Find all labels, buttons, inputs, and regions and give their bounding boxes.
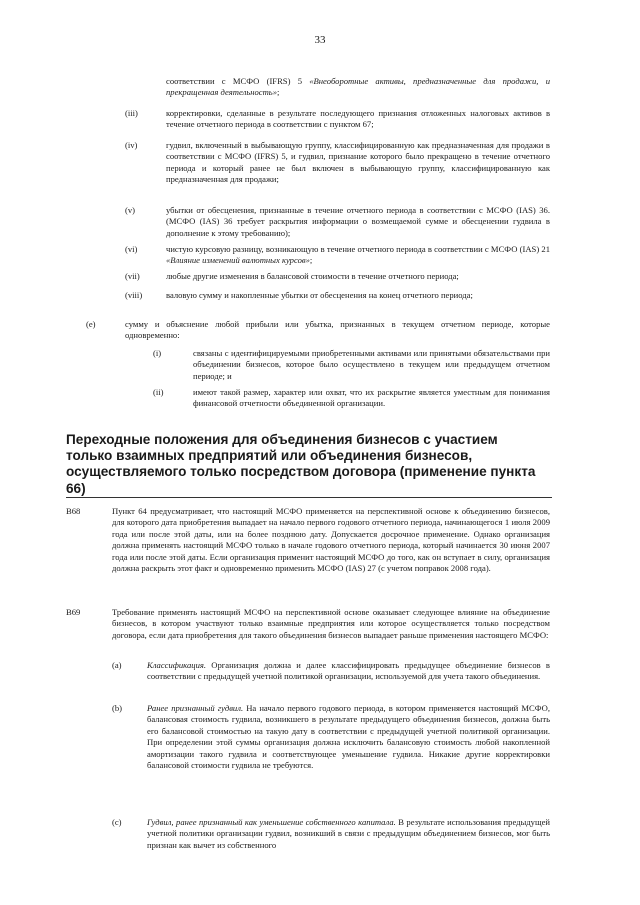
- paragraph-number: B69: [66, 607, 81, 617]
- list-marker: (viii): [125, 290, 143, 300]
- list-marker: (iv): [125, 140, 138, 150]
- list-item: гудвил, включенный в выбывающую группу, классифицированную как предназначенная для продажи в соответствии с МСФО (IFRS) 5, и гудвил, признание которого было прекращено в течение отчетного периода и который ранее не был включен в выбывающую группу, классифицированную как предназначенная для продажи;: [166, 140, 550, 185]
- list-item: убытки от обесценения, признанные в течение отчетного периода в соответствии с МСФО (IAS) 36. (МСФО (IAS) 36 требует раскрытия информации о возмещаемой сумме и обесценении гудвила в дополнение к этому требованию);: [166, 205, 550, 238]
- paragraph-number: B68: [66, 506, 81, 516]
- page-number: 33: [314, 34, 326, 46]
- list-marker: (b): [112, 703, 123, 713]
- list-item: корректировки, сделанные в результате последующего признания отложенных налоговых активов в течение отчетного периода в соответствии с пунктом 67;: [166, 108, 550, 130]
- list-item: имеют такой размер, характер или охват, что их раскрытие является уместным для понимания финансовой отчетности объединенной организации.: [193, 387, 550, 409]
- list-marker: (iii): [125, 108, 138, 118]
- list-marker: (vii): [125, 271, 140, 281]
- paragraph: Требование применять настоящий МСФО на перспективной основе оказывает следующее влияние на объединение бизнесов, в котором участвуют только взаимные предприятия или которое осуществляется только посредством договора, если дата приобретения для такого объединения бизнесов выпадает раньше применения настоящего МСФО:: [112, 607, 550, 640]
- paragraph: Пункт 64 предусматривает, что настоящий МСФО применяется на перспективной основе к объединению бизнесов, для которого дата приобретения выпадает на начало первого годового отчетного периода, начинающегося 1 июля 2009 года или после этой даты, или на более позднюю дату. Допускается досрочное применение. Однако организация должна применять настоящий МСФО только в начале годового отчетного периода, который начинается 30 июня 2007 года или после этой даты. Если организация применит настоящий МСФО до того, как он вступает в силу, организация должна раскрыть этот факт и одновременно применить МСФО (IAS) 27 (с учетом поправок 2008 года).: [112, 506, 550, 574]
- list-item: любые другие изменения в балансовой стоимости в течение отчетного периода;: [166, 271, 459, 281]
- list-marker: (vi): [125, 244, 138, 254]
- list-marker: (a): [112, 660, 122, 670]
- list-item: чистую курсовую разницу, возникающую в течение отчетного периода в соответствии с МСФО (IAS) 21 «Влияние изменений валютных курсов»;: [166, 244, 550, 266]
- list-item: валовую сумму и накопленные убытки от обесценения на конец отчетного периода;: [166, 290, 473, 300]
- list-marker: (c): [112, 817, 122, 827]
- list-item: Классификация. Организация должна и далее классифицировать предыдущее объединение бизнесов в соответствии с предыдущей учетной политикой организации, используемой для учета такого объединения.: [147, 660, 550, 682]
- list-item-continuation: соответствии с МСФО (IFRS) 5 «Внеоборотные активы, предназначенные для продажи, и прекращенная деятельность»;: [166, 76, 550, 98]
- list-item: связаны с идентифицируемыми приобретенными активами или принятыми обязательствами при объединении бизнесов, которое было осуществлено в текущем или предыдущем отчетном периоде; и: [193, 348, 550, 381]
- list-item: сумму и объяснение любой прибыли или убытка, признанных в текущем отчетном периоде, которые одновременно:: [125, 319, 550, 341]
- list-item: Ранее признанный гудвил. На начало первого годового периода, в котором применяется настоящий МСФО, балансовая стоимость гудвила, возникшего в результате предыдущего объединения бизнесов, должна быть его балансовой стоимостью на такую дату в соответствии с предыдущей учетной политикой организации. При определении этой суммы организация должна исключить балансовую стоимость любой накопленной амортизации такого гудвила и соответствующее уменьшение гудвила. Никакие другие корректировки балансовой стоимости гудвила не требуются.: [147, 703, 550, 771]
- section-heading: Переходные положения для объединения бизнесов с участием только взаимных предприятий или объединения бизнесов, осуществляемого только посредством договора (применение пункта 66): [66, 432, 536, 496]
- list-marker: (i): [153, 348, 162, 358]
- list-item: Гудвил, ранее признанный как уменьшение собственного капитала. В результате использования предыдущей учетной политики организации гудвил, возникший в связи с предыдущим объединением бизнесов, мог быть признан как вычет из собственного: [147, 817, 550, 850]
- heading-rule: [66, 497, 552, 498]
- list-marker: (ii): [153, 387, 164, 397]
- list-marker: (v): [125, 205, 136, 215]
- list-marker: (e): [86, 319, 96, 329]
